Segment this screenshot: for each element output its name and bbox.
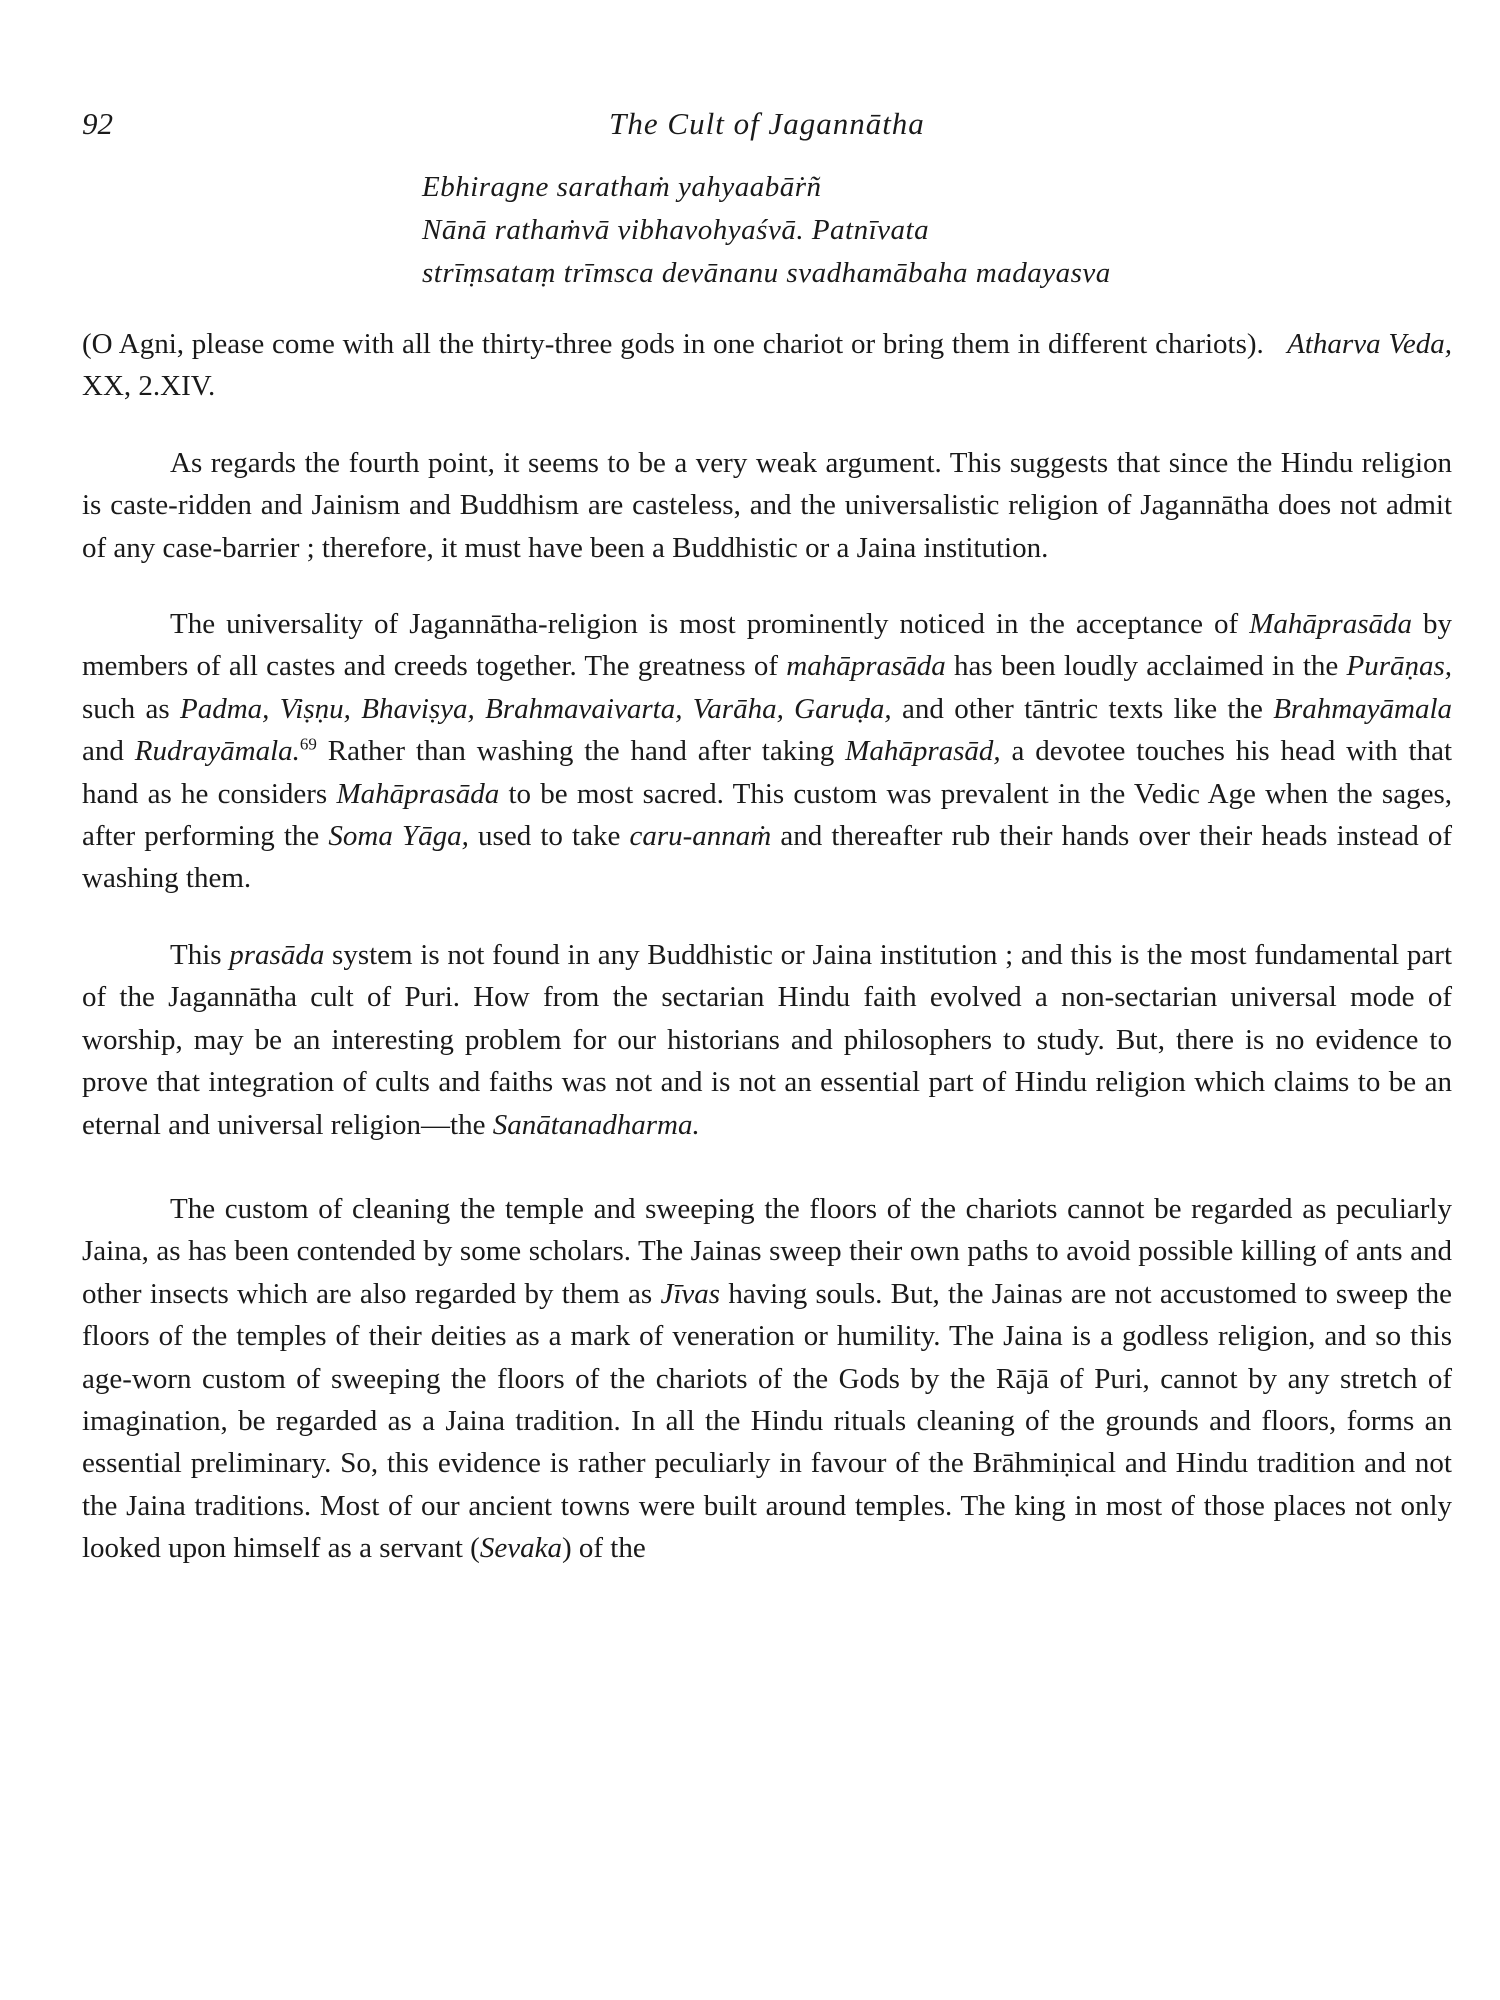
text-run: system is not found in any Buddhistic or Jaina institution ; and this is the most fundamental part of the Jagannātha cult of Puri. How from the sectarian Hindu faith evolved a non-sectarian universal mode of worship, may be an interesting problem for our historians and philosophers to study. But, there is no evidence to prove that integration of cults and faiths was not and is not an essential part of Hindu religion which claims to be an eternal and universal religion—the bbox=[82, 938, 1453, 1141]
paragraph-fourth-point bbox=[82, 442, 1452, 569]
text-run: by members of all castes and creeds together. The greatness of bbox=[82, 608, 1453, 683]
page-header bbox=[82, 100, 1452, 160]
italic-term: Mahāprasāda bbox=[1249, 608, 1412, 641]
italic-term: Sanātanadharma. bbox=[492, 1108, 700, 1141]
italic-term: Purāṇas, bbox=[1346, 650, 1453, 683]
text-run: to be most sacred. This custom was prevalent in the Vedic Age when the sages, after performing the bbox=[82, 777, 1453, 853]
sanskrit-verse bbox=[422, 166, 1452, 295]
citation-title: Atharva Veda, bbox=[1287, 328, 1452, 360]
text-run: and bbox=[82, 735, 124, 768]
italic-term: Soma Yāga, bbox=[328, 820, 469, 853]
paragraph-prasada bbox=[82, 934, 1452, 1146]
text-run: used to take bbox=[478, 820, 621, 853]
footnote-marker: 69 bbox=[299, 734, 317, 754]
text-run: ) of the bbox=[561, 1532, 646, 1565]
italic-term: Rudrayāmala. bbox=[134, 735, 300, 768]
text-run: The universality of Jagannātha-religion is most prominently noticed in the acceptance of bbox=[170, 608, 1239, 641]
paragraph-cleaning-custom bbox=[82, 1188, 1452, 1570]
italic-term: Sevaka bbox=[479, 1532, 562, 1565]
text-run: The custom of cleaning the temple and sweeping the floors of the chariots cannot be regarded as peculiarly Jaina, as has been contended by some scholars. The Jainas sweep their own paths to avoid possible killing of ants and other insects which are also regarded by them as bbox=[82, 1192, 1452, 1310]
text-run: a devotee touches his head with that hand as he considers bbox=[82, 735, 1453, 810]
verse-line-2: Nānā rathaṁvā vibhavohyaśvā. Patnīvata bbox=[422, 214, 930, 246]
text-run: having souls. But, the Jainas are not accustomed to sweep the floors of the temples of their deities as a mark of veneration or humility. The Jaina is a godless religion, and so this age-worn custom of sweeping the floors of the chariots of the Gods by the Rājā of Puri, cannot by any stretch of imagination, be regarded as a Jaina tradition. In all the Hindu rituals cleaning of the grounds and floors, forms an essential preliminary. So, this evidence is rather peculiarly in favour of the Brāhmiṇical and Hindu tradition and not the Jaina traditions. Most of our ancient towns were built around temples. The king in most of those places not only looked upon himself as a servant ( bbox=[82, 1277, 1453, 1565]
book-page bbox=[82, 100, 1452, 1570]
page-number: 92 bbox=[82, 106, 113, 141]
italic-term: Mahāprasāda bbox=[336, 777, 500, 810]
paragraph-text: As regards the fourth point, it seems to be a very weak argument. This suggests that since the Hindu religion is caste-ridden and Jainism and Buddhism are casteless, and the universalistic religion of Jagannātha does not admit of any case-barrier ; therefore, it must have been a Buddhistic or a Jaina institution. bbox=[82, 446, 1452, 564]
italic-term: Padma, Viṣṇu, Bhaviṣya, Brahmavaivarta, Varāha, Garuḍa, bbox=[180, 692, 892, 725]
paragraph-universality bbox=[82, 603, 1452, 900]
paragraph-translation bbox=[82, 323, 1452, 408]
text-run: and thereafter rub their hands over their heads instead of washing them. bbox=[82, 820, 1453, 895]
text-run: has been loudly acclaimed in the bbox=[954, 650, 1339, 683]
text-run: This bbox=[170, 938, 222, 971]
italic-term: Brahmayāmala bbox=[1273, 692, 1453, 725]
verse-line-1: Ebhiragne sarathaṁ yahyaabāṙñ bbox=[422, 171, 822, 203]
italic-term: prasāda bbox=[229, 938, 325, 971]
running-title: The Cult of Jagannātha bbox=[609, 106, 925, 141]
italic-term: Jīvas bbox=[660, 1277, 721, 1310]
text-run: Rather than washing the hand after taking bbox=[327, 735, 835, 768]
text-run: and other tāntric texts like the bbox=[901, 692, 1263, 725]
citation-ref: XX, 2.XIV. bbox=[82, 370, 216, 403]
italic-term: Mahāprasād, bbox=[845, 735, 1001, 768]
text-run: such as bbox=[82, 692, 170, 725]
italic-term: caru-annaṁ bbox=[629, 820, 772, 853]
translation-text: (O Agni, please come with all the thirty-three gods in one chariot or bring them in different chariots). bbox=[82, 328, 1264, 360]
verse-line-3: strīṃsataṃ trīmsca devānanu svadhamābaha madayasva bbox=[422, 257, 1111, 289]
italic-term: mahāprasāda bbox=[786, 650, 946, 683]
